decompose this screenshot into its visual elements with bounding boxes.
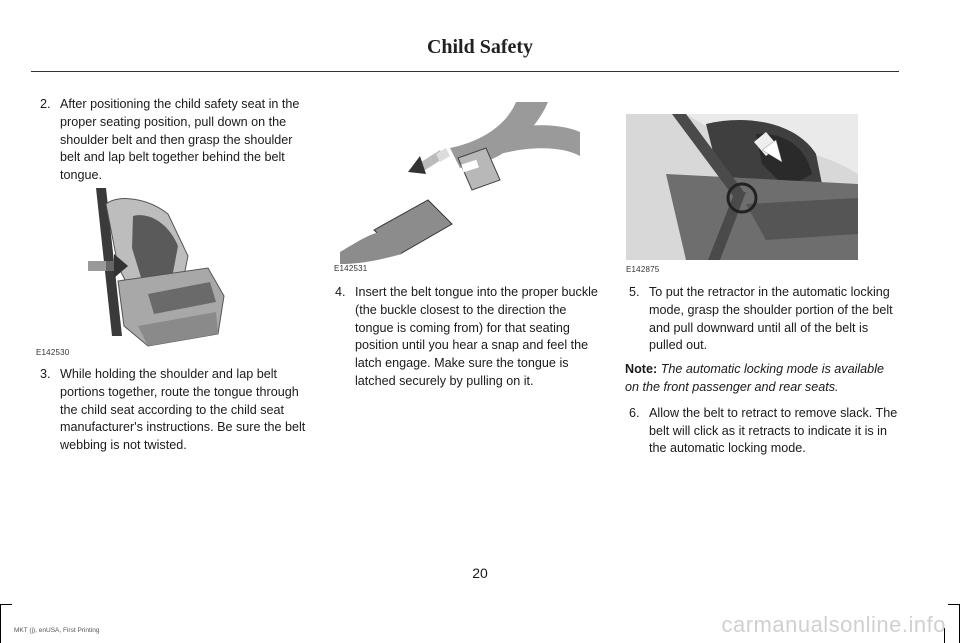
step-3 bbox=[36, 366, 308, 455]
step-number: 3. bbox=[40, 367, 51, 381]
step-number: 4. bbox=[335, 285, 346, 299]
step-2 bbox=[36, 96, 308, 185]
step-text: Insert the belt tongue into the proper buckle (the buckle closest to the direction the tongue is coming from) for that seating position until you hear a snap and feel the latch engage. Make sure the tongue is latched securely by pulling on it. bbox=[355, 285, 598, 388]
figure-code: E142875 bbox=[626, 265, 660, 274]
step-number: 2. bbox=[40, 97, 51, 111]
step-number: 5. bbox=[629, 285, 640, 299]
note-label: Note: bbox=[625, 362, 658, 377]
step-4 bbox=[331, 284, 603, 391]
column-1 bbox=[36, 96, 308, 185]
crop-mark bbox=[0, 604, 1, 643]
figure-child-seat bbox=[36, 186, 238, 357]
figure-belt-buckle bbox=[334, 102, 582, 273]
step-5 bbox=[625, 284, 900, 355]
figure-code: E142530 bbox=[36, 348, 70, 357]
step-text: While holding the shoulder and lap belt portions together, route the tongue through the child seat according to the child seat manufacturer's instructions. Be sure the belt webbing is not twisted. bbox=[60, 367, 306, 453]
step-text: After positioning the child safety seat in the proper seating position, pull down on the shoulder belt and then grasp the shoulder belt and lap belt together behind the belt tongue. bbox=[60, 97, 300, 183]
step-number: 6. bbox=[629, 405, 640, 420]
page-number: 20 bbox=[472, 565, 488, 581]
step-text: To put the retractor in the automatic locking mode, grasp the shoulder portion of the belt and pull downward until all of the belt is pulled out. bbox=[649, 285, 893, 353]
step-6 bbox=[625, 405, 900, 458]
figure-code: E142531 bbox=[334, 264, 368, 273]
watermark: carmanualsonline.info bbox=[721, 612, 946, 637]
note-text: The automatic locking mode is available on the front passenger and rear seats. bbox=[625, 362, 884, 394]
crop-mark bbox=[948, 604, 960, 605]
crop-mark bbox=[0, 604, 12, 605]
page-title: Child Safety bbox=[426, 36, 534, 58]
footer-text: MKT (j), enUSA, First Printing bbox=[14, 627, 100, 634]
column-3 bbox=[625, 284, 900, 458]
header-divider bbox=[31, 71, 899, 72]
note bbox=[625, 361, 900, 397]
column-1-lower bbox=[36, 366, 308, 455]
figure-retractor bbox=[626, 114, 858, 274]
step-text: Allow the belt to retract to remove slack. The belt will click as it retracts to indicate it is in the automatic locking mode. bbox=[649, 405, 898, 456]
column-2 bbox=[331, 284, 603, 391]
